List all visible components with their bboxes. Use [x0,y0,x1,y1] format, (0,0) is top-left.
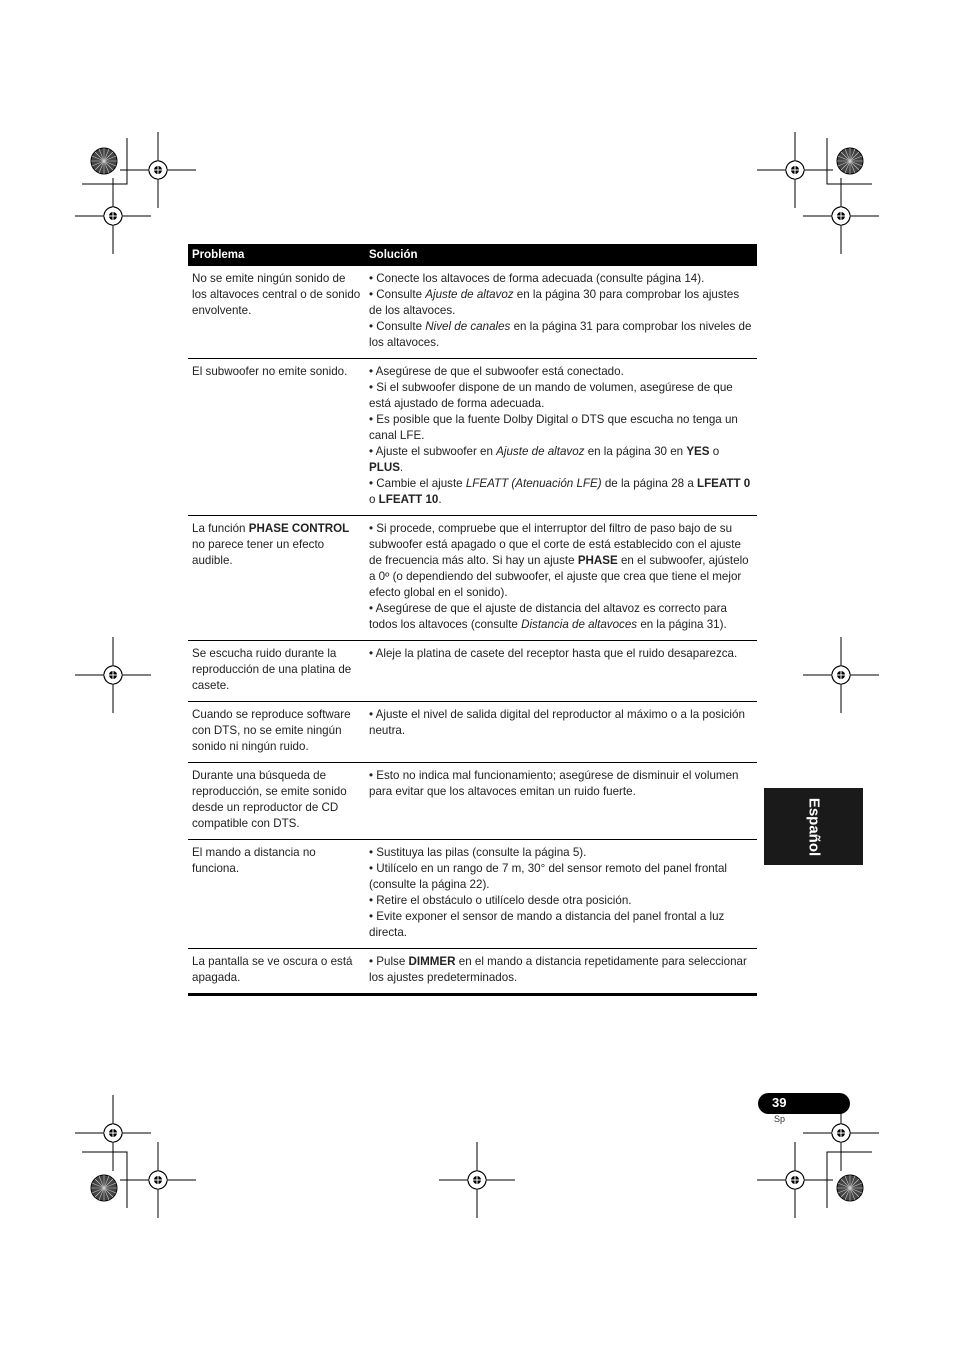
solution-cell [365,516,757,641]
solution-item [369,768,753,800]
page-language-code: Sp [774,1114,786,1124]
italic-reference: Nivel de canales [425,320,511,333]
solution-cell [365,763,757,840]
text-run: • Consulte [369,288,426,301]
solution-item [369,521,753,601]
text-run: • Cambie el ajuste [369,477,466,490]
language-tab [764,788,863,865]
text-run: en el mando a distancia repetidamente para seleccionar los ajustes predeterminados. [369,955,747,984]
text-run: en la página 30 para comprobar los ajustes de los altavoces. [369,288,740,317]
text-run: o [369,493,379,506]
solution-cell [365,266,757,359]
solution-cell [365,949,757,995]
text-run: Cuando se reproduce software con DTS, no se emite ningún sonido ni ningún ruido. [192,708,351,753]
text-run: • Consulte [369,320,426,333]
text-run: • Esto no indica mal funcionamiento; asegúrese de disminuir el volumen para evitar que los altavoces emitan un ruido fuerte. [369,769,739,798]
solution-cell [365,840,757,949]
table-header-row [188,244,757,266]
text-run: Durante una búsqueda de reproducción, se emite sonido desde un reproductor de CD compatible con DTS. [192,769,347,830]
language-tab-label: Español [805,797,822,856]
bold-text: YES [686,445,710,458]
problem-cell [188,949,365,995]
table-row [188,516,757,641]
text-run: • Evite exponer el sensor de mando a distancia del panel frontal a luz directa. [369,910,725,939]
problem-cell [188,266,365,359]
table-body [188,266,757,995]
troubleshooting-table-wrap [188,244,757,996]
text-run: de la página 28 a [601,477,698,490]
solution-item [369,601,753,633]
text-run: La pantalla se ve oscura o está apagada. [192,955,353,984]
text-run: • Asegúrese de que el subwoofer está conectado. [369,365,624,378]
bold-text: LFEATT 10 [378,493,439,506]
solution-item [369,861,753,893]
table-row [188,949,757,995]
table-row [188,641,757,702]
text-run: • Aleje la platina de casete del receptor hasta que el ruido desaparezca. [369,647,738,660]
text-run: • Conecte los altavoces de forma adecuada (consulte página 14). [369,272,705,285]
problem-cell [188,359,365,516]
solution-item [369,909,753,941]
text-run: no parece tener un efecto audible. [192,538,325,567]
bold-text: LFEATT 0 [697,477,751,490]
problem-cell [188,641,365,702]
solution-item [369,476,753,508]
troubleshooting-table [188,244,757,996]
text-run: • Pulse [369,955,409,968]
bold-text: PLUS [369,461,400,474]
text-run: en el subwoofer, ajústelo a 0º (o dependiendo del subwoofer, el ajuste que crea que tiene el mejor efecto global en el sonido). [369,554,749,599]
bold-text: DIMMER [408,955,456,968]
text-run: El subwoofer no emite sonido. [192,365,348,378]
table-row [188,702,757,763]
text-run: No se emite ningún sonido de los altavoces central o de sonido envolvente. [192,272,361,317]
problem-cell [188,702,365,763]
text-run: . [399,461,404,474]
text-run: • Si procede, compruebe que el interruptor del filtro de paso bajo de su subwoofer está apagado o que el corte de está establecido con el ajuste de frecuencia más alto. Si hay un ajuste [369,522,741,567]
column-header-solution: Solución [365,244,757,266]
italic-reference: Distancia de altavoces [521,618,638,631]
solution-cell [365,702,757,763]
table-row [188,763,757,840]
solution-item [369,319,753,351]
solution-cell [365,641,757,702]
text-run: • Sustituya las pilas (consulte la página 5). [369,846,587,859]
table-row [188,359,757,516]
text-run: La función [192,522,249,535]
page-number-badge [758,1093,850,1114]
solution-item [369,412,753,444]
solution-item [369,893,753,909]
italic-reference: Ajuste de altavoz [425,288,514,301]
text-run: Se escucha ruido durante la reproducción de una platina de casete. [192,647,352,692]
solution-item [369,287,753,319]
table-row [188,266,757,359]
solution-item [369,380,753,412]
text-run: en la página 31). [637,618,727,631]
solution-cell [365,359,757,516]
solution-item [369,444,753,476]
text-run: • Asegúrese de que el ajuste de distancia del altavoz es correcto para todos los altavoces (consulte [369,602,727,631]
text-run: • Utilícelo en un rango de 7 m, 30° del sensor remoto del panel frontal (consulte la página 22). [369,862,728,891]
problem-cell [188,763,365,840]
problem-cell [188,516,365,641]
solution-item [369,845,753,861]
italic-reference: Ajuste de altavoz [496,445,585,458]
bold-text: PHASE [577,554,618,567]
solution-item [369,271,753,287]
text-run: • Ajuste el nivel de salida digital del reproductor al máximo o a la posición neutra. [369,708,745,737]
solution-item [369,707,753,739]
text-run: en la página 30 en [584,445,687,458]
italic-reference: LFEATT (Atenuación LFE) [465,477,602,490]
text-run: . [438,493,442,506]
solution-item [369,364,753,380]
solution-item [369,954,753,986]
problem-cell [188,840,365,949]
text-run: • Ajuste el subwoofer en [369,445,497,458]
solution-item [369,646,753,662]
text-run: en la página 31 para comprobar los niveles de los altavoces. [369,320,752,349]
text-run: • Retire el obstáculo o utilícelo desde otra posición. [369,894,632,907]
column-header-problem: Problema [188,244,365,266]
text-run: • Es posible que la fuente Dolby Digital o DTS que escucha no tenga un canal LFE. [369,413,738,442]
text-run: • Si el subwoofer dispone de un mando de volumen, asegúrese de que está ajustado de forma adecuada. [369,381,733,410]
bold-text: PHASE CONTROL [248,522,350,535]
page-number: 39 [772,1095,787,1110]
text-run: o [709,445,720,458]
text-run: El mando a distancia no funciona. [192,846,316,875]
table-row [188,840,757,949]
